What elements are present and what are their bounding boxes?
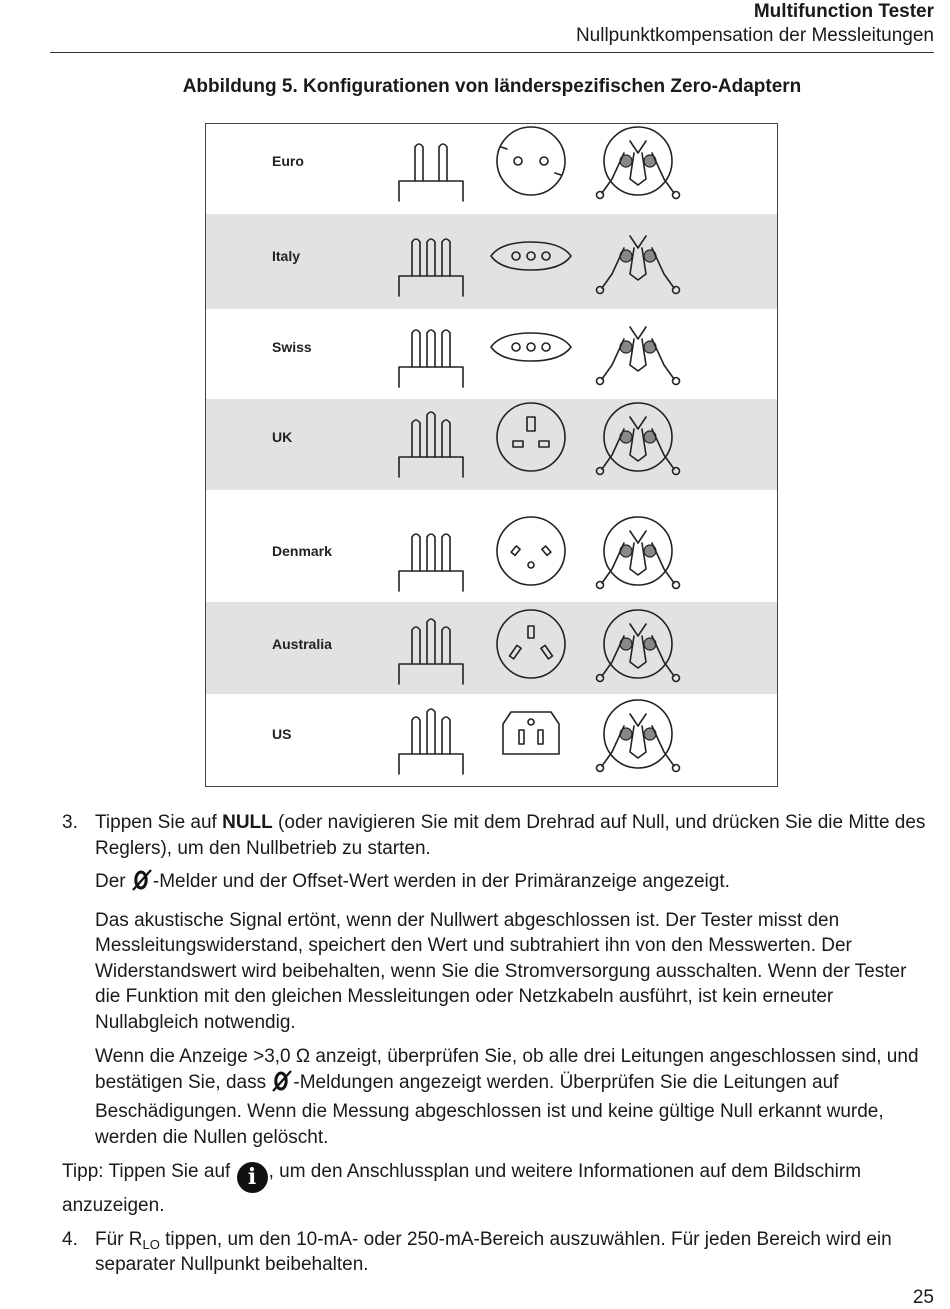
country-label: Swiss [272,339,312,355]
country-label: Australia [272,636,332,652]
step-4 [62,1227,934,1278]
adapter-row-italy [206,214,777,309]
header-title: Multifunction Tester [753,1,934,22]
null-symbol-icon [131,869,153,899]
instructions [62,810,934,1286]
country-label: UK [272,429,293,445]
null-keyword: NULL [222,812,273,833]
socket-face-icon [497,127,565,195]
step-text: Für $R_{LO}$ tippen, um den 10-mA- oder 250-mA-Bereich auszuwählen. Für jeden Bereich wird ein separater Nullpunkt beibehalten. [95,1228,892,1275]
null-symbol-icon [271,1070,293,1100]
step-number: 3. [62,812,78,833]
socket-face-icon [497,517,565,585]
plug-pins-icon [399,144,463,201]
zero-adapter-icon [597,327,680,385]
adapter-row-swiss [272,327,680,387]
adapter-row-denmark [272,517,680,591]
zero-adapter-icon [597,700,680,772]
country-label: Euro [272,153,304,169]
zero-adapter-icon [597,517,680,589]
paragraph-warning: Wenn die Anzeige >3,0 Ω anzeigt, überprüfen Sie, ob alle drei Leitungen angeschlossen sind, und bestätigen Sie, dass -Meldungen angezeigt werden. Überprüfen Sie die Leitungen auf Beschädigungen. Wenn die Messung abgeschlossen ist und keine gültige Null erkannt wurde, werden die Nullen gelöscht. [95,1046,919,1148]
step-3 [62,810,934,861]
country-label: Italy [272,248,301,264]
tip-paragraph: Tipp: Tippen Sie auf i , um den Anschlussplan und weitere Informationen auf dem Bildschirm anzuzeigen. [62,1161,862,1216]
country-label: Denmark [272,543,332,559]
plug-pins-icon [399,330,463,387]
figure-caption: Abbildung 5. Konfigurationen von länderspezifischen Zero-Adaptern [182,76,802,97]
plug-pins-icon [399,709,463,774]
country-label: US [272,726,292,742]
adapter-illustration [206,124,777,786]
adapter-row-australia [206,602,777,694]
socket-face-icon [503,712,559,754]
adapter-row-uk [206,399,777,490]
adapter-row-euro [272,127,680,201]
plug-pins-icon [399,534,463,591]
page-header [576,0,934,48]
adapter-figure [205,123,778,787]
step-text: Tippen Sie auf NULL (oder navigieren Sie mit dem Drehrad auf Null, und drücken Sie die Mitte des Reglers), um den Nullbetrieb zu starten. [95,812,926,859]
socket-face-icon [491,333,571,361]
adapter-row-us [272,700,680,774]
page-number: 25 [912,1287,934,1308]
header-rule [50,52,934,53]
step-number: 4. [62,1228,78,1250]
paragraph-signal: Das akustische Signal ertönt, wenn der Nullwert abgeschlossen ist. Der Tester misst den Messleitungswiderstand, speichert den Wert und subtrahiert ihn von den Messwerten. Der Widerstandswert wird beibehalten, wenn Sie die Stromversorgung ausschalten. Wenn der Tester die Funktion mit den gleichen Messleitungen oder Netzkabeln ausführt, ist kein erneuter Nullabgleich notwendig. [95,909,907,1033]
paragraph-indicator: Der -Melder und der Offset-Wert werden in der Primäranzeige angezeigt. [95,869,934,899]
zero-adapter-icon [597,127,680,199]
header-subtitle: Nullpunktkompensation der Messleitungen [575,24,934,46]
info-icon: i [237,1162,268,1193]
